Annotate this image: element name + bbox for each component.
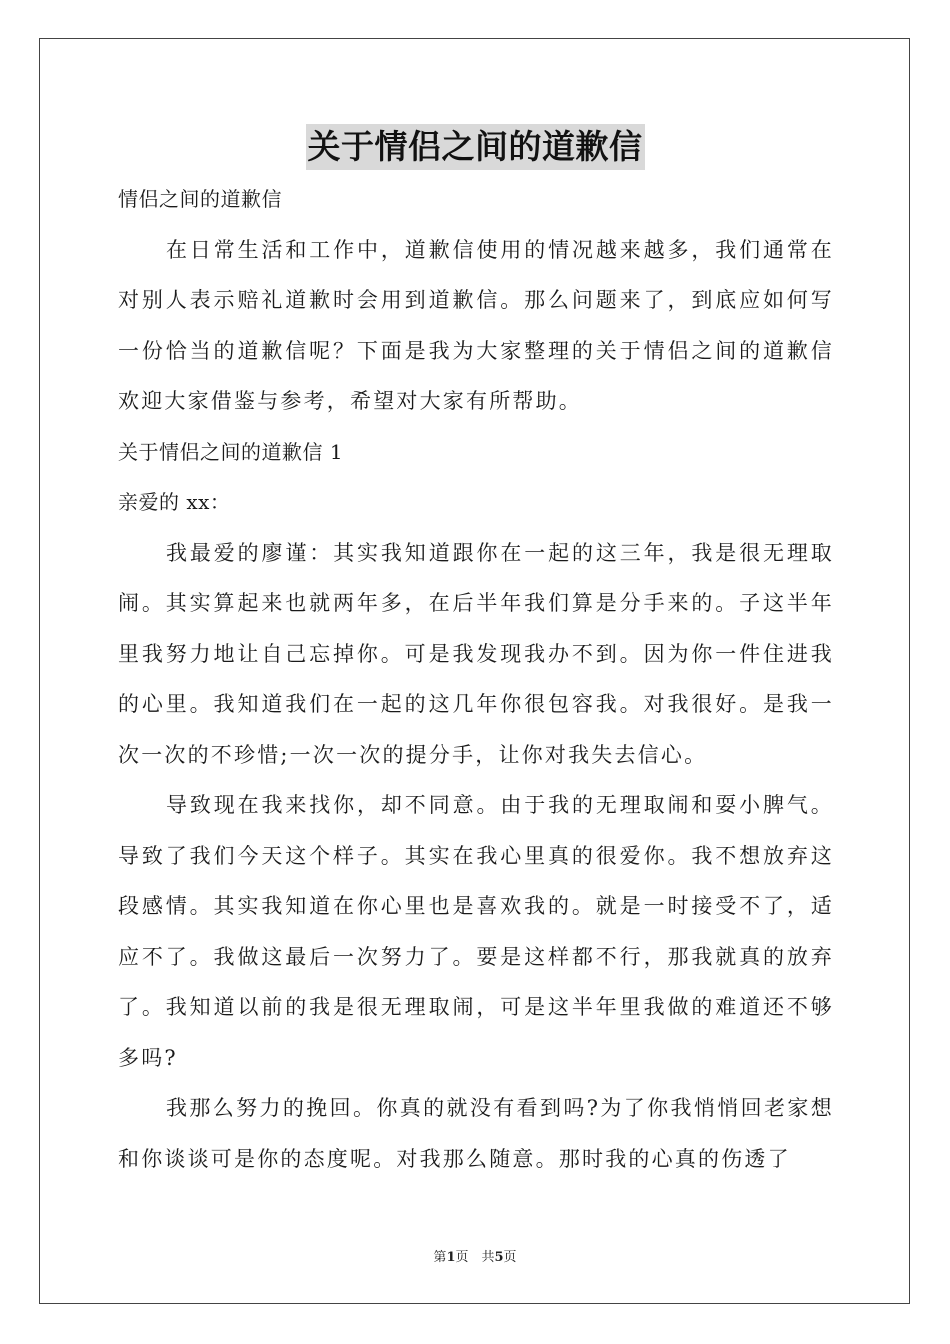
page-footer	[0, 1246, 950, 1265]
section-heading: 关于情侣之间的道歉信 1	[118, 439, 344, 464]
page-suffix: 页	[503, 1250, 517, 1265]
page-total: 5	[494, 1250, 504, 1265]
document-title: 关于情侣之间的道歉信	[306, 124, 645, 170]
body-paragraph-3: 我那么努力的挽回。你真的就没有看到吗?为了你我悄悄回老家想和你谈谈可是你的态度呢。对我那么随意。那时我的心真的伤透了	[118, 1096, 834, 1171]
page-prefix: 第	[433, 1250, 447, 1265]
salutation: 亲爱的 xx：	[118, 490, 231, 514]
page-mid: 页 共	[455, 1250, 495, 1265]
document-body	[118, 174, 834, 1184]
page-current: 1	[446, 1250, 456, 1265]
title-container	[0, 124, 950, 170]
intro-paragraph: 在日常生活和工作中，道歉信使用的情况越来越多，我们通常在对别人表示赔礼道歉时会用到道歉信。那么问题来了，到底应如何写一份恰当的道歉信呢？下面是我为大家整理的关于情侣之间的道歉信欢迎大家借鉴与参考，希望对大家有所帮助。	[118, 237, 834, 413]
subtitle: 情侣之间的道歉信	[118, 187, 282, 211]
body-paragraph-2: 导致现在我来找你，却不同意。由于我的无理取闹和耍小脾气。导致了我们今天这个样子。其实在我心里真的很爱你。我不想放弃这段感情。其实我知道在你心里也是喜欢我的。就是一时接受不了，适应不了。我做这最后一次努力了。要是这样都不行，那我就真的放弃了。我知道以前的我是很无理取闹，可是这半年里我做的难道还不够多吗?	[118, 793, 834, 1070]
body-paragraph-1: 我最爱的廖谨：其实我知道跟你在一起的这三年，我是很无理取闹。其实算起来也就两年多，在后半年我们算是分手来的。子这半年里我努力地让自己忘掉你。可是我发现我办不到。因为你一件住进我的心里。我知道我们在一起的这几年你很包容我。对我很好。是我一次一次的不珍惜;一次一次的提分手，让你对我失去信心。	[118, 540, 834, 767]
